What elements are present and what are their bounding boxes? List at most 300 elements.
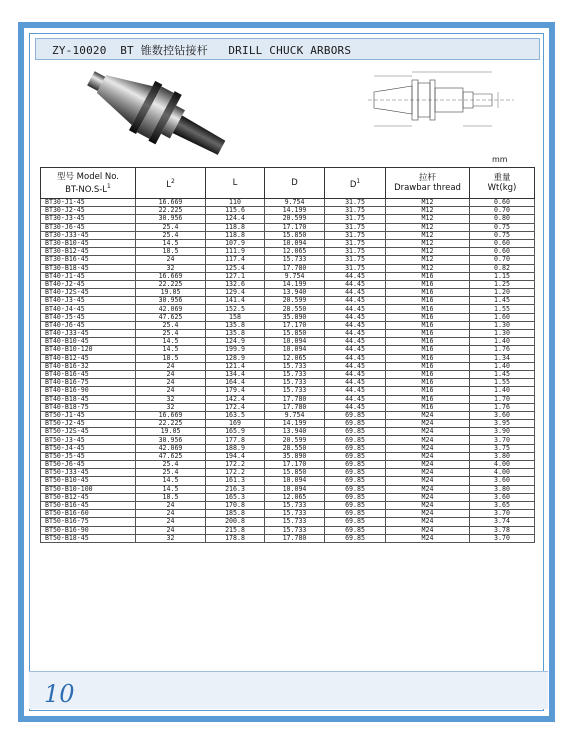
cell-model: BT40-J1-45 — [41, 272, 136, 280]
table-row — [41, 338, 535, 346]
cell-l: 142.4 — [206, 395, 265, 403]
cell-weight: 1.25 — [470, 280, 535, 288]
header-l2: $L^2$ — [136, 168, 206, 199]
cell-drawbar-thread: M24 — [386, 485, 470, 493]
cell-d1: 44.45 — [325, 280, 386, 288]
cell-l2: 16.669 — [136, 272, 206, 280]
cell-l: 132.6 — [206, 280, 265, 288]
cell-weight: 3.60 — [470, 411, 535, 419]
cell-l: 124.4 — [206, 215, 265, 223]
cell-drawbar-thread: M24 — [386, 461, 470, 469]
cell-l2: 47.625 — [136, 313, 206, 321]
table-row — [41, 346, 535, 354]
cell-drawbar-thread: M12 — [386, 239, 470, 247]
cell-l2: 25.4 — [136, 223, 206, 231]
table-row — [41, 428, 535, 436]
cell-d1: 69.85 — [325, 526, 386, 534]
table-row — [41, 526, 535, 534]
cell-d1: 31.75 — [325, 264, 386, 272]
cell-drawbar-thread: M16 — [386, 313, 470, 321]
cell-d1: 31.75 — [325, 223, 386, 231]
cell-d: 10.094 — [265, 485, 325, 493]
cell-weight: 3.65 — [470, 501, 535, 509]
cell-l: 129.4 — [206, 289, 265, 297]
cell-l2: 25.4 — [136, 321, 206, 329]
cell-d1: 31.75 — [325, 199, 386, 207]
cell-weight: 3.80 — [470, 485, 535, 493]
cell-weight: 3.95 — [470, 420, 535, 428]
cell-model: BT40-J2S-45 — [41, 289, 136, 297]
cell-d: 9.754 — [265, 272, 325, 280]
cell-d1: 69.85 — [325, 420, 386, 428]
cell-model: BT50-J4-45 — [41, 444, 136, 452]
cell-drawbar-thread: M12 — [386, 223, 470, 231]
cell-d1: 69.85 — [325, 452, 386, 460]
cell-model: BT50-J3-45 — [41, 436, 136, 444]
cell-drawbar-thread: M24 — [386, 534, 470, 542]
cell-weight: 0.80 — [470, 215, 535, 223]
cell-d: 14.199 — [265, 207, 325, 215]
cell-weight: 1.76 — [470, 403, 535, 411]
cell-d1: 44.45 — [325, 395, 386, 403]
cell-l2: 24 — [136, 370, 206, 378]
cell-weight: 0.75 — [470, 223, 535, 231]
cell-l2: 25.4 — [136, 330, 206, 338]
unit-label: mm — [492, 155, 508, 164]
cell-l: 118.8 — [206, 223, 265, 231]
cell-d: 15.733 — [265, 256, 325, 264]
cell-drawbar-thread: M12 — [386, 248, 470, 256]
cell-d1: 31.75 — [325, 248, 386, 256]
footer-divider — [29, 671, 548, 672]
cell-weight: 3.60 — [470, 477, 535, 485]
cell-drawbar-thread: M24 — [386, 411, 470, 419]
cell-drawbar-thread: M16 — [386, 305, 470, 313]
cell-d: 15.850 — [265, 330, 325, 338]
cell-model: BT30-B16-45 — [41, 256, 136, 264]
cell-l: 158 — [206, 313, 265, 321]
cell-d1: 69.85 — [325, 469, 386, 477]
table-row — [41, 452, 535, 460]
cell-model: BT40-B12-45 — [41, 354, 136, 362]
table-row — [41, 215, 535, 223]
cell-l: 165.3 — [206, 493, 265, 501]
table-row — [41, 272, 535, 280]
cell-drawbar-thread: M16 — [386, 297, 470, 305]
cell-drawbar-thread: M16 — [386, 280, 470, 288]
cell-model: BT40-B10-45 — [41, 338, 136, 346]
cell-model: BT30-J6-45 — [41, 223, 136, 231]
header-model: 型号 Model No. $BT-NO.S-L^1$ — [41, 168, 136, 199]
cell-d: 15.850 — [265, 469, 325, 477]
page-number: 10 — [44, 680, 75, 708]
cell-weight: 0.70 — [470, 207, 535, 215]
cell-l: 185.8 — [206, 510, 265, 518]
cell-d1: 44.45 — [325, 362, 386, 370]
cell-weight: 3.70 — [470, 436, 535, 444]
cell-weight: 1.30 — [470, 321, 535, 329]
cell-l: 194.4 — [206, 452, 265, 460]
table-row — [41, 280, 535, 288]
cell-model: BT50-J5-45 — [41, 452, 136, 460]
cell-d1: 69.85 — [325, 485, 386, 493]
table-body — [41, 199, 535, 543]
cell-d1: 69.85 — [325, 501, 386, 509]
cell-l2: 32 — [136, 534, 206, 542]
table-row — [41, 493, 535, 501]
cell-model: BT50-B16-45 — [41, 501, 136, 509]
cell-d1: 44.45 — [325, 387, 386, 395]
header-l: L — [206, 168, 265, 199]
cell-model: BT30-B18-45 — [41, 264, 136, 272]
cell-l2: 16.669 — [136, 411, 206, 419]
cell-d: 10.094 — [265, 346, 325, 354]
cell-d: 20.599 — [265, 215, 325, 223]
cell-weight: 3.70 — [470, 534, 535, 542]
cell-d1: 69.85 — [325, 444, 386, 452]
cell-weight: 3.70 — [470, 510, 535, 518]
cell-model: BT30-J2-45 — [41, 207, 136, 215]
cell-drawbar-thread: M24 — [386, 518, 470, 526]
table-row — [41, 477, 535, 485]
cell-l2: 32 — [136, 264, 206, 272]
cell-d1: 44.45 — [325, 321, 386, 329]
table-row — [41, 321, 535, 329]
cell-weight: 1.55 — [470, 379, 535, 387]
table-row — [41, 223, 535, 231]
cell-drawbar-thread: M16 — [386, 272, 470, 280]
table-row — [41, 387, 535, 395]
cell-l: 177.8 — [206, 436, 265, 444]
cell-d: 10.094 — [265, 239, 325, 247]
cell-d: 15.733 — [265, 370, 325, 378]
cell-weight: 1.15 — [470, 272, 535, 280]
cell-weight: 1.40 — [470, 362, 535, 370]
cell-d1: 69.85 — [325, 428, 386, 436]
cell-weight: 1.30 — [470, 330, 535, 338]
cell-d: 17.780 — [265, 403, 325, 411]
cell-l2: 19.05 — [136, 428, 206, 436]
footer-band — [29, 671, 548, 709]
cell-d1: 44.45 — [325, 297, 386, 305]
cell-d1: 44.45 — [325, 313, 386, 321]
cell-l2: 30.956 — [136, 297, 206, 305]
cell-d: 15.733 — [265, 518, 325, 526]
cell-drawbar-thread: M16 — [386, 354, 470, 362]
spec-table — [40, 167, 535, 543]
cell-d: 12.065 — [265, 248, 325, 256]
table-row — [41, 305, 535, 313]
cell-d: 10.094 — [265, 477, 325, 485]
cell-drawbar-thread: M24 — [386, 420, 470, 428]
cell-l2: 42.069 — [136, 444, 206, 452]
cell-d: 15.733 — [265, 379, 325, 387]
cell-d: 17.170 — [265, 223, 325, 231]
cell-d: 17.780 — [265, 395, 325, 403]
cell-l2: 24 — [136, 501, 206, 509]
cell-d: 12.065 — [265, 493, 325, 501]
cell-l2: 18.5 — [136, 493, 206, 501]
cell-weight: 3.80 — [470, 452, 535, 460]
table-row — [41, 403, 535, 411]
cell-drawbar-thread: M24 — [386, 510, 470, 518]
cell-weight: 3.74 — [470, 518, 535, 526]
cell-model: BT50-B16-60 — [41, 510, 136, 518]
cell-d: 20.599 — [265, 436, 325, 444]
cell-model: BT50-B16-90 — [41, 526, 136, 534]
cell-model: BT40-J2-45 — [41, 280, 136, 288]
table-row — [41, 354, 535, 362]
cell-l2: 14.5 — [136, 338, 206, 346]
cell-model: BT40-J3-45 — [41, 297, 136, 305]
table-row — [41, 199, 535, 207]
cell-d1: 44.45 — [325, 379, 386, 387]
cell-d1: 44.45 — [325, 354, 386, 362]
cell-model: BT40-B18-75 — [41, 403, 136, 411]
cell-model: BT30-B10-45 — [41, 239, 136, 247]
technical-drawing — [366, 68, 516, 148]
cell-drawbar-thread: M16 — [386, 395, 470, 403]
cell-l: 135.8 — [206, 321, 265, 329]
cell-l: 188.9 — [206, 444, 265, 452]
cell-l: 164.4 — [206, 379, 265, 387]
table-row — [41, 518, 535, 526]
cell-drawbar-thread: M16 — [386, 387, 470, 395]
cell-model: BT50-B12-45 — [41, 493, 136, 501]
cell-model: BT30-J3-45 — [41, 215, 136, 223]
cell-d: 9.754 — [265, 411, 325, 419]
cell-model: BT40-J5-45 — [41, 313, 136, 321]
cell-l: 179.4 — [206, 387, 265, 395]
cell-weight: 1.34 — [470, 354, 535, 362]
cell-l: 161.3 — [206, 477, 265, 485]
cell-d1: 31.75 — [325, 207, 386, 215]
cell-weight: 0.60 — [470, 248, 535, 256]
cell-l2: 22.225 — [136, 207, 206, 215]
cell-l: 128.9 — [206, 354, 265, 362]
cell-model: BT50-J33-45 — [41, 469, 136, 477]
cell-weight: 3.60 — [470, 493, 535, 501]
cell-model: BT40-J4-45 — [41, 305, 136, 313]
cell-l2: 42.069 — [136, 305, 206, 313]
table-row — [41, 239, 535, 247]
cell-l: 118.8 — [206, 231, 265, 239]
cell-d: 15.733 — [265, 387, 325, 395]
cell-drawbar-thread: M12 — [386, 231, 470, 239]
cell-l2: 24 — [136, 256, 206, 264]
page-title: ZY-10020 BT 锥数控钻接杆 DRILL CHUCK ARBORS — [52, 44, 352, 57]
table-row — [41, 256, 535, 264]
table-row — [41, 330, 535, 338]
table-row — [41, 510, 535, 518]
cell-l: 172.2 — [206, 469, 265, 477]
cell-weight: 1.60 — [470, 313, 535, 321]
cell-drawbar-thread: M16 — [386, 379, 470, 387]
cell-weight: 1.70 — [470, 395, 535, 403]
cell-weight: 0.75 — [470, 231, 535, 239]
cell-weight: 1.45 — [470, 370, 535, 378]
cell-weight: 4.00 — [470, 469, 535, 477]
cell-d1: 31.75 — [325, 215, 386, 223]
cell-weight: 0.60 — [470, 199, 535, 207]
cell-drawbar-thread: M12 — [386, 199, 470, 207]
cell-d1: 69.85 — [325, 518, 386, 526]
cell-l: 117.4 — [206, 256, 265, 264]
cell-d: 13.940 — [265, 289, 325, 297]
cell-d: 28.550 — [265, 305, 325, 313]
cell-l2: 47.625 — [136, 452, 206, 460]
cell-l: 199.9 — [206, 346, 265, 354]
cell-drawbar-thread: M16 — [386, 346, 470, 354]
cell-d1: 44.45 — [325, 346, 386, 354]
cell-weight: 1.40 — [470, 338, 535, 346]
cell-l: 163.5 — [206, 411, 265, 419]
cell-drawbar-thread: M16 — [386, 370, 470, 378]
cell-l2: 32 — [136, 395, 206, 403]
cell-d: 15.733 — [265, 510, 325, 518]
cell-d: 12.065 — [265, 354, 325, 362]
cell-l2: 14.5 — [136, 239, 206, 247]
cell-l2: 30.956 — [136, 215, 206, 223]
cell-drawbar-thread: M16 — [386, 321, 470, 329]
table-row — [41, 411, 535, 419]
cell-weight: 4.00 — [470, 461, 535, 469]
cell-model: BT30-B12-45 — [41, 248, 136, 256]
cell-d: 35.890 — [265, 313, 325, 321]
cell-l2: 30.956 — [136, 436, 206, 444]
cell-model: BT40-B18-45 — [41, 395, 136, 403]
cell-drawbar-thread: M12 — [386, 215, 470, 223]
cell-drawbar-thread: M24 — [386, 444, 470, 452]
cell-l: 125.4 — [206, 264, 265, 272]
cell-weight: 0.60 — [470, 239, 535, 247]
cell-d1: 31.75 — [325, 231, 386, 239]
table-row — [41, 207, 535, 215]
cell-drawbar-thread: M24 — [386, 469, 470, 477]
cell-l2: 32 — [136, 403, 206, 411]
cell-model: BT40-B16-75 — [41, 379, 136, 387]
table-row — [41, 469, 535, 477]
cell-d1: 69.85 — [325, 411, 386, 419]
cell-d1: 44.45 — [325, 305, 386, 313]
cell-weight: 0.82 — [470, 264, 535, 272]
cell-d1: 31.75 — [325, 239, 386, 247]
table-row — [41, 313, 535, 321]
cell-l: 124.9 — [206, 338, 265, 346]
cell-model: BT50-J1-45 — [41, 411, 136, 419]
cell-l2: 24 — [136, 379, 206, 387]
table-row — [41, 461, 535, 469]
cell-d1: 69.85 — [325, 436, 386, 444]
cell-d: 28.550 — [265, 444, 325, 452]
table-row — [41, 379, 535, 387]
cell-d: 17.780 — [265, 264, 325, 272]
cell-d1: 69.85 — [325, 461, 386, 469]
cell-d1: 69.85 — [325, 534, 386, 542]
table-row — [41, 420, 535, 428]
cell-l: 172.2 — [206, 461, 265, 469]
cell-l: 107.9 — [206, 239, 265, 247]
cell-l: 135.8 — [206, 330, 265, 338]
cell-l2: 22.225 — [136, 280, 206, 288]
cell-l2: 24 — [136, 526, 206, 534]
cell-model: BT40-B16-45 — [41, 370, 136, 378]
cell-l2: 14.5 — [136, 477, 206, 485]
cell-l: 115.6 — [206, 207, 265, 215]
cell-d: 15.733 — [265, 362, 325, 370]
cell-drawbar-thread: M16 — [386, 362, 470, 370]
cell-drawbar-thread: M24 — [386, 501, 470, 509]
cell-l: 169 — [206, 420, 265, 428]
cell-drawbar-thread: M16 — [386, 338, 470, 346]
table-row — [41, 248, 535, 256]
cell-drawbar-thread: M12 — [386, 207, 470, 215]
cell-d1: 44.45 — [325, 338, 386, 346]
cell-drawbar-thread: M24 — [386, 428, 470, 436]
cell-model: BT50-B16-75 — [41, 518, 136, 526]
cell-drawbar-thread: M24 — [386, 436, 470, 444]
table-row — [41, 370, 535, 378]
table-row — [41, 485, 535, 493]
cell-d: 9.754 — [265, 199, 325, 207]
cell-model: BT40-B16-32 — [41, 362, 136, 370]
cell-l: 215.8 — [206, 526, 265, 534]
cell-d: 20.599 — [265, 297, 325, 305]
cell-l: 110 — [206, 199, 265, 207]
cell-l: 172.4 — [206, 403, 265, 411]
cell-d: 13.940 — [265, 428, 325, 436]
header-weight: 重量 Wt(kg) — [470, 168, 535, 199]
cell-l2: 24 — [136, 362, 206, 370]
cell-l2: 24 — [136, 510, 206, 518]
header-d1: $D^1$ — [325, 168, 386, 199]
cell-l2: 25.4 — [136, 469, 206, 477]
cell-model: BT50-B10-100 — [41, 485, 136, 493]
cell-model: BT50-J2-45 — [41, 420, 136, 428]
cell-d: 17.170 — [265, 321, 325, 329]
cell-model: BT30-J33-45 — [41, 231, 136, 239]
cell-d1: 44.45 — [325, 330, 386, 338]
cell-l: 121.4 — [206, 362, 265, 370]
cell-model: BT40-J6-45 — [41, 321, 136, 329]
cell-model: BT30-J1-45 — [41, 199, 136, 207]
cell-l: 111.9 — [206, 248, 265, 256]
cell-l: 134.4 — [206, 370, 265, 378]
cell-model: BT50-J6-45 — [41, 461, 136, 469]
cell-weight: 3.90 — [470, 428, 535, 436]
cell-drawbar-thread: M24 — [386, 526, 470, 534]
cell-drawbar-thread: M12 — [386, 256, 470, 264]
cell-weight: 1.76 — [470, 346, 535, 354]
cell-d: 15.850 — [265, 231, 325, 239]
cell-l2: 18.5 — [136, 354, 206, 362]
cell-weight: 1.40 — [470, 387, 535, 395]
table-row — [41, 444, 535, 452]
cell-drawbar-thread: M16 — [386, 289, 470, 297]
cell-model: BT40-B10-120 — [41, 346, 136, 354]
cell-l2: 16.669 — [136, 199, 206, 207]
cell-d: 14.199 — [265, 420, 325, 428]
cell-l2: 22.225 — [136, 420, 206, 428]
cell-weight: 3.75 — [470, 444, 535, 452]
cell-model: BT50-B10-45 — [41, 477, 136, 485]
cell-weight: 3.78 — [470, 526, 535, 534]
cell-d1: 31.75 — [325, 256, 386, 264]
cell-model: BT40-B16-90 — [41, 387, 136, 395]
table-row — [41, 264, 535, 272]
cell-l: 152.5 — [206, 305, 265, 313]
cell-l: 127.1 — [206, 272, 265, 280]
